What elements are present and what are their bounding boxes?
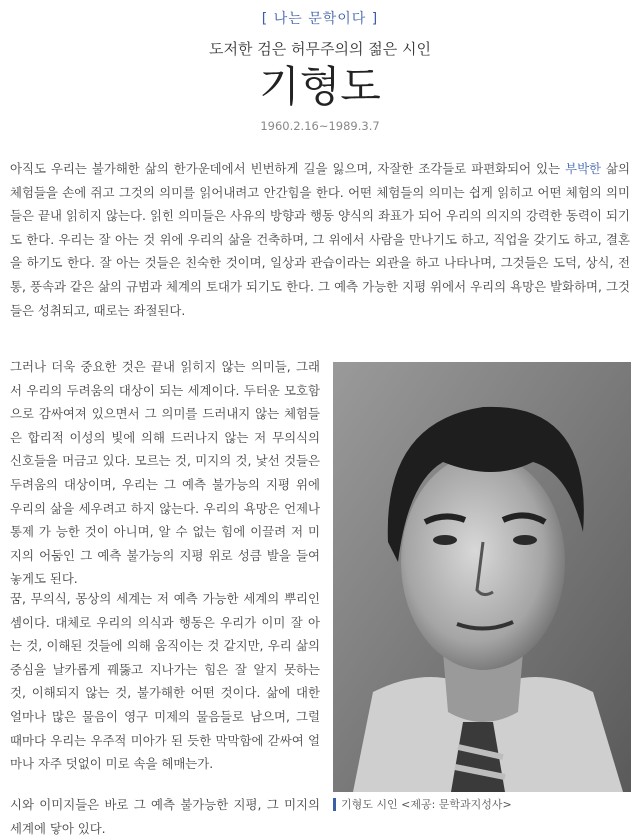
highlighted-word[interactable]: 부박한	[565, 161, 602, 176]
author-photo	[333, 362, 631, 792]
intro-text-start: 아직도 우리는 불가해한 삶의 한가운데에서 빈번하게 길을 잃으며, 자잘한 조각들로 파편화되어 있는	[10, 161, 566, 176]
life-dates: 1960.2.16~1989.3.7	[260, 119, 380, 133]
right-eye	[513, 535, 537, 545]
intro-paragraph	[10, 157, 630, 322]
body-paragraph-4: 시와 이미지들은 바로 그 예측 불가능한 지평, 그 미지의 세계에 닿아 있다.	[10, 797, 320, 836]
page-subtitle: 도저한 검은 허무주의의 젊은 시인	[209, 40, 431, 58]
portrait-illustration	[333, 362, 631, 792]
page-title: 기형도	[259, 62, 381, 111]
left-eye	[433, 535, 457, 545]
face	[401, 454, 565, 670]
body-paragraph-2: 그러나 더욱 중요한 것은 끝내 읽히지 않는 의미들, 그래서 우리의 두려움의 대상이 되는 세계이다. 두터운 모호함으로 감싸여져 있으면서 그 의미를 드러내지 않는 체험들은 합리적 이성의 빛에 의해 드러나지 않는 저 무의식의 신호들을 머금고 있다. 모르는 것, 미지의 것, 낯선 것들은 두려움의 대상이며, 우리는 그 예측 불가능의 지평 위에 우리의 삶을 세우려고 하지 않는다. 우리의 욕망은 언제나 통제 가 능한 것이 아니며, 알 수 없는 힘에 이끌려 저 미지의 어둠인 그 예측 불가능의 지평 위로 성큼 발을 들여놓게도 된다.	[10, 359, 320, 587]
intro-text-end: 삶의 체험들을 손에 쥐고 그것의 의미를 읽어내려고 안간힘을 한다. 어떤 체험들의 의미는 쉽게 읽히고 어떤 체험의 의미들은 끝내 읽히지 않는다. 읽힌 의미들은 사유의 방향과 행동 양식의 좌표가 되어 우리의 의지의 강력한 동력이 되기도 한다. 우리는 잘 아는 것 위에 우리의 삶을 건축하며, 그 위에서 사람을 만나기도 하고, 직업을 갖기도 하고, 결혼을 하기도 한다. 잘 아는 것들은 친숙한 것이며, 일상과 관습이라는 외관을 하고 나타나며, 그것들은 도덕, 상식, 전통, 풍속과 같은 삶의 규범과 체계의 토대가 되기도 한다. 그 예측 가능한 지평 위에서 우리의 욕망은 발화하며, 그것들은 성취되고, 때로는 좌절된다.	[10, 161, 630, 318]
photo-caption: 기형도 시인 <제공: 문학과지성사>	[333, 798, 512, 811]
series-tag: [ 나는 문학이다 ]	[261, 11, 379, 27]
body-paragraph-3: 꿈, 무의식, 몽상의 세계는 저 예측 가능한 세계의 뿌리인 셈이다. 대체로 우리의 의식과 행동은 우리가 이미 잘 아는 것, 이해된 것들에 의해 움직이는 것 같지만, 우리 삶의 중심을 날카롭게 꿰뚫고 지나가는 힘은 잘 알지 못하는 것, 이해되지 않는 것, 불가해한 어떤 것이다. 삶에 대한 얼마나 많은 물음이 영구 미제의 물음들로 남으며, 그럴 때마다 우리는 우주적 미아가 된 듯한 막막함에 갇싸여 얼마나 자주 덧없이 미로 속을 헤매는가.	[10, 591, 320, 772]
